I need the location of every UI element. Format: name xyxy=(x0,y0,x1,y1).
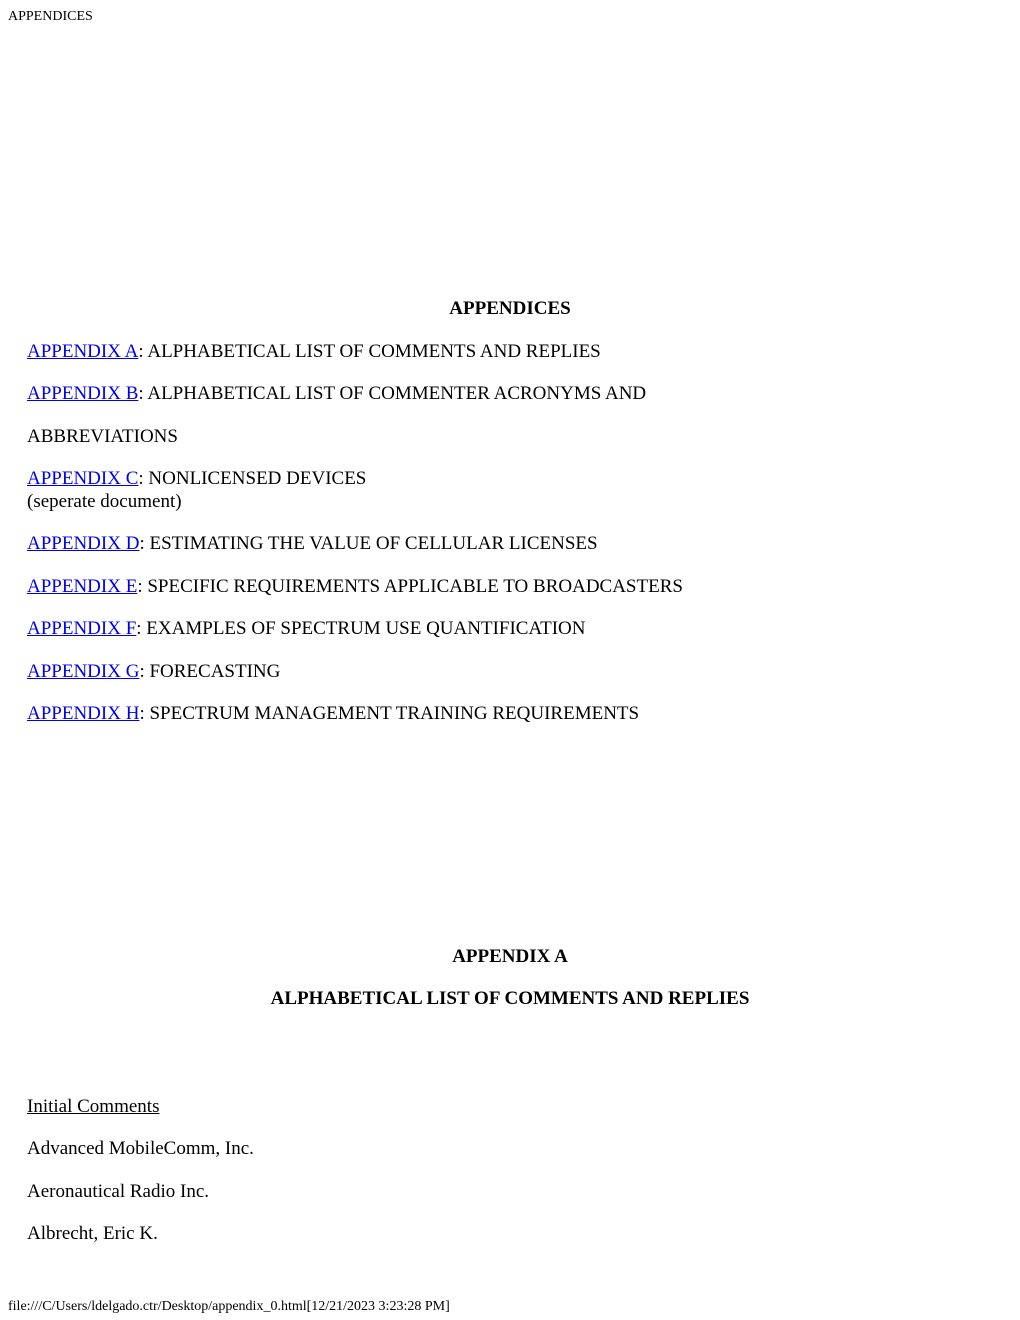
toc-entry-c-note: (seperate document) xyxy=(27,491,182,512)
commenter-item: Advanced MobileComm, Inc. xyxy=(27,1138,254,1159)
toc-entry-e xyxy=(27,576,683,598)
toc-entry-g-text: : FORECASTING xyxy=(139,661,281,682)
appendix-a-link[interactable]: APPENDIX A xyxy=(27,341,139,362)
initial-comments-label: Initial Comments xyxy=(27,1096,160,1117)
appendix-a-title: APPENDIX A xyxy=(452,946,568,967)
toc-entry-b-text: : ALPHABETICAL LIST OF COMMENTER ACRONYMS AND xyxy=(138,383,647,404)
toc-entry-d xyxy=(27,533,598,555)
toc-entry-d-text: : ESTIMATING THE VALUE OF CELLULAR LICENSES xyxy=(139,533,598,554)
appendices-title: APPENDICES xyxy=(449,298,571,319)
toc-entry-h-text: : SPECTRUM MANAGEMENT TRAINING REQUIREMENTS xyxy=(139,703,640,724)
toc-entry-c-text: : NONLICENSED DEVICES xyxy=(138,468,367,489)
appendix-c-link[interactable]: APPENDIX C xyxy=(27,468,139,489)
toc-entry-h xyxy=(27,703,639,725)
toc-entry-f xyxy=(27,618,585,640)
appendix-e-link[interactable]: APPENDIX E xyxy=(27,576,138,597)
appendix-b-link[interactable]: APPENDIX B xyxy=(27,383,139,404)
toc-entry-a-text: : ALPHABETICAL LIST OF COMMENTS AND REPLIES xyxy=(138,341,601,362)
appendix-d-link[interactable]: APPENDIX D xyxy=(27,533,140,554)
print-footer: file:///C/Users/ldelgado.ctr/Desktop/appendix_0.html[12/21/2023 3:23:28 PM] xyxy=(8,1299,450,1314)
toc-entry-g xyxy=(27,661,280,683)
appendix-h-link[interactable]: APPENDIX H xyxy=(27,703,140,724)
appendix-f-link[interactable]: APPENDIX F xyxy=(27,618,137,639)
toc-entry-e-text: : SPECIFIC REQUIREMENTS APPLICABLE TO BROADCASTERS xyxy=(137,576,683,597)
toc-entry-c xyxy=(27,468,366,490)
toc-entry-a xyxy=(27,341,601,363)
toc-entry-f-text: : EXAMPLES OF SPECTRUM USE QUANTIFICATION xyxy=(136,618,586,639)
toc-entry-b-continuation: ABBREVIATIONS xyxy=(27,426,178,447)
commenter-item: Albrecht, Eric K. xyxy=(27,1223,158,1244)
print-header: APPENDICES xyxy=(8,9,93,24)
commenter-item: Aeronautical Radio Inc. xyxy=(27,1181,210,1202)
toc-entry-b xyxy=(27,383,646,405)
appendix-a-subtitle: ALPHABETICAL LIST OF COMMENTS AND REPLIES xyxy=(270,988,750,1009)
appendix-g-link[interactable]: APPENDIX G xyxy=(27,661,140,682)
